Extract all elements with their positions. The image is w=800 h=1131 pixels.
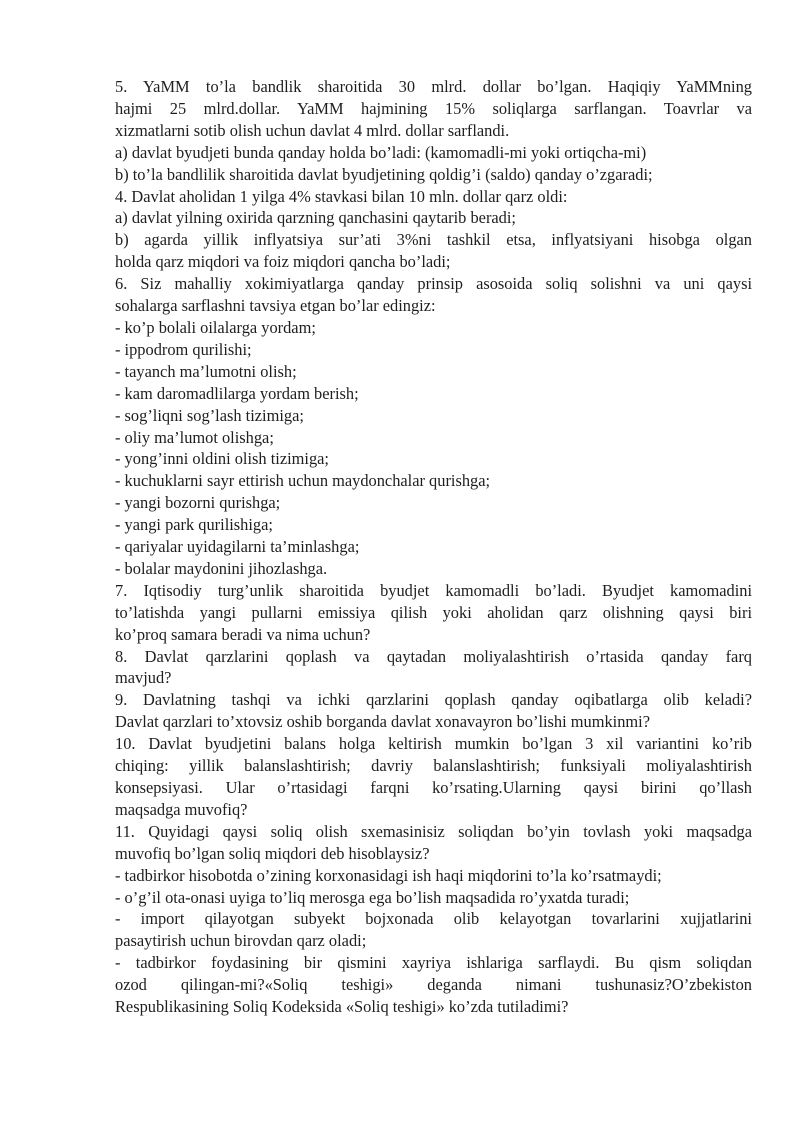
text-line: maqsadga muvofiq? <box>115 799 248 819</box>
text-line: b) to’la bandlilik sharoitida davlat byudjetining qoldig’i (saldo) qanday o’zgaradi; <box>115 164 653 184</box>
text-line: mavjud? <box>115 668 172 688</box>
document-body <box>115 76 752 1018</box>
text-line: - tayanch ma’lumotni olish; <box>115 361 297 381</box>
text-line: 5. YaMM to’la bandlik sharoitida 30 mlrd. dollar bo’lgan. Haqiqiy YaMMning <box>115 77 752 96</box>
text-line: a) davlat yilning oxirida qarzning qanchasini qaytarib beradi; <box>115 208 516 228</box>
text-line: - ko’p bolali oilalarga yordam; <box>115 317 316 337</box>
text-line: - kam daromadlilarga yordam berish; <box>115 383 359 403</box>
text-line: - sog’liqni sog’lash tizimiga; <box>115 405 304 425</box>
text-line: - yangi bozorni qurishga; <box>115 493 281 513</box>
text-line: xizmatlarni sotib olish uchun davlat 4 mlrd. dollar sarflandi. <box>115 120 510 140</box>
text-line: pasaytirish uchun birovdan qarz oladi; <box>115 931 367 951</box>
text-line: ko’proq samara beradi va nima uchun? <box>115 624 371 644</box>
text-line: Davlat qarzlari to’xtovsiz oshib borganda davlat xonavayron bo’lishi mumkinmi? <box>115 712 651 732</box>
text-line: - tadbirkor hisobotda o’zining korxonasidagi ish haqi miqdorini to’la ko’rsatmaydi; <box>115 865 662 885</box>
text-line: - o’g’il ota-onasi uyiga to’liq merosga ega bo’lish maqsadida ro’yxatda turadi; <box>115 887 630 907</box>
document-page <box>115 76 752 1018</box>
text-line: - tadbirkor foydasining bir qismini xayriya ishlariga sarflaydi. Bu qism soliqdan <box>115 953 752 973</box>
text-line: - import qilayotgan subyekt bojxonada olib kelayotgan tovarlarini xujjatlarini <box>115 909 752 929</box>
text-line: Respublikasining Soliq Kodeksida «Soliq teshigi» ko’zda tutiladimi? <box>115 997 569 1017</box>
text-line: 11. Quyidagi qaysi soliq olish sxemasinisiz soliqdan bo’yin tovlash yoki maqsadga <box>115 821 752 841</box>
text-line: muvofiq bo’lgan soliq miqdori deb hisoblaysiz? <box>115 843 430 863</box>
text-line: 7. Iqtisodiy turg’unlik sharoitida byudjet kamomadli bo’ladi. Byudjet kamomadini <box>115 580 752 600</box>
text-line: - kuchuklarni sayr ettirish uchun maydonchalar qurishga; <box>115 471 491 491</box>
text-line: - yangi park qurilishiga; <box>115 515 273 535</box>
text-line: a) davlat byudjeti bunda qanday holda bo’ladi: (kamomadli-mi yoki ortiqcha-mi) <box>115 142 647 162</box>
text-line: to’latishda yangi pullarni emissiya qilish yoki aholidan qarz olishning qaysi biri <box>115 602 752 622</box>
text-line: holda qarz miqdori va foiz miqdori qancha bo’ladi; <box>115 252 451 272</box>
text-line: - ippodrom qurilishi; <box>115 339 252 359</box>
text-line: ozod qilingan-mi?«Soliq teshigi» deganda nimani tushunasiz?O’zbekiston <box>115 975 752 995</box>
text-line: 4. Davlat aholidan 1 yilga 4% stavkasi bilan 10 mln. dollar qarz oldi: <box>115 186 568 206</box>
text-line: - qariyalar uyidagilarni ta’minlashga; <box>115 537 360 557</box>
text-line: 8. Davlat qarzlarini qoplash va qaytadan moliyalashtirish o’rtasida qanday farq <box>115 646 752 666</box>
text-line: sohalarga sarflashni tavsiya etgan bo’lar edingiz: <box>115 296 436 316</box>
text-line: - bolalar maydonini jihozlashga. <box>115 558 328 578</box>
text-line: 6. Siz mahalliy xokimiyatlarga qanday prinsip asosoida soliq solishni va uni qaysi <box>115 274 752 294</box>
text-line: chiqing: yillik balanslashtirish; davriy balanslashtirish; funksiyali moliyalashtirish <box>115 756 752 776</box>
text-line: konsepsiyasi. Ular o’rtasidagi farqni ko’rsating.Ularning qaysi birini qo’llash <box>115 778 752 797</box>
text-line: - oliy ma’lumot olishga; <box>115 427 274 447</box>
text-line: 10. Davlat byudjetini balans holga keltirish mumkin bo’lgan 3 xil variantini ko’rib <box>115 734 752 754</box>
text-line: hajmi 25 mlrd.dollar. YaMM hajmining 15% soliqlarga sarflangan. Toavrlar va <box>115 98 752 118</box>
text-line: - yong’inni oldini olish tizimiga; <box>115 449 329 469</box>
text-line: 9. Davlatning tashqi va ichki qarzlarini qoplash qanday oqibatlarga olib keladi? <box>115 690 752 710</box>
text-line: b) agarda yillik inflyatsiya sur’ati 3%ni tashkil etsa, inflyatsiyani hisobga olgan <box>115 230 752 250</box>
